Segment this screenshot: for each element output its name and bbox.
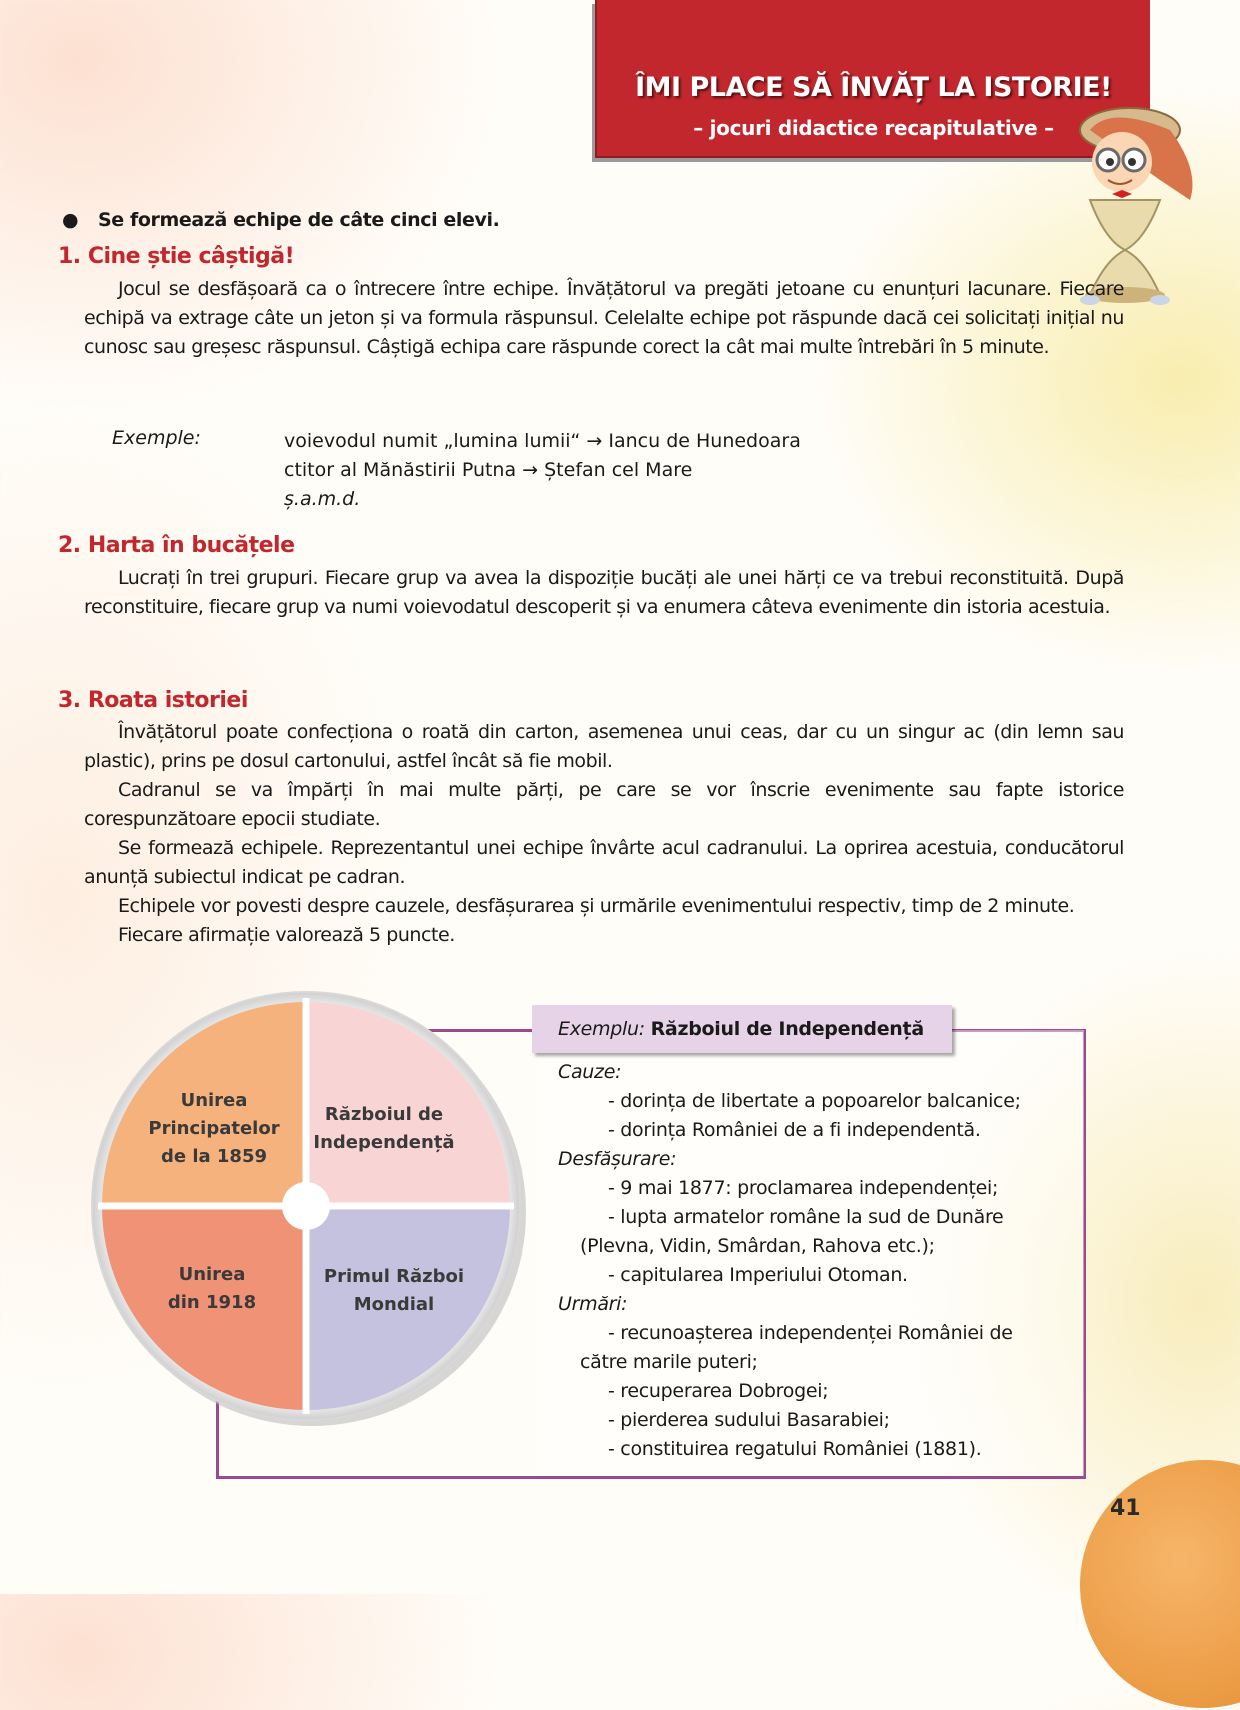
course-label: Desfășurare: [558, 1148, 677, 1170]
section3-text: Se formează echipele. Reprezentantul unei echipe învârte acul cadranului. La oprirea acestuia, conducătorul anunță subiectul indicat pe cadran. [84, 837, 1124, 888]
example-label: Exemplu: [558, 1018, 645, 1040]
section2-text: Lucrați în trei grupuri. Fiecare grup va avea la dispoziție bucăți ale unei hărți ce va trebui reconstituită. După reconstituire, fiecare grup va numi voievodatul descoperit și va enumera câteva evenimente din istoria acestuia. [84, 567, 1124, 618]
example-item: voievodul numit „lumina lumii“ → Iancu de Hunedoara [284, 430, 801, 452]
cause-item: - dorința de libertate a popoarelor balcanice; [608, 1090, 1021, 1112]
examples-label: Exemple: [112, 427, 201, 449]
section3-text: Echipele vor povesti despre cauzele, desfășurarea și urmările evenimentului respectiv, timp de 2 minute. [118, 895, 1075, 917]
wheel-label: Unirea [180, 1090, 248, 1111]
wheel-label: din 1918 [167, 1292, 257, 1313]
result-item: - constituirea regatului României (1881). [608, 1438, 982, 1460]
causes-label: Cauze: [558, 1061, 622, 1083]
course-item: - capitularea Imperiului Otoman. [608, 1264, 908, 1286]
wheel-label: de la 1859 [160, 1146, 268, 1167]
result-item: - recuperarea Dobrogei; [608, 1380, 829, 1402]
course-item: - 9 mai 1877: proclamarea independenței; [608, 1177, 999, 1199]
section3-text: Cadranul se va împărți în mai multe părți, pe care se vor înscrie evenimente sau fapte istorice corespunzătoare epocii studiate. [84, 779, 1124, 830]
wheel-label: Primul Război [323, 1266, 465, 1287]
wheel-label: Războiul de [324, 1104, 444, 1125]
page-subtitle: – jocuri didactice recapitulative – [693, 116, 1054, 140]
example-tab [532, 1005, 952, 1053]
example-body [558, 1058, 1073, 1464]
section3-text: Fiecare afirmație valorează 5 puncte. [118, 924, 455, 946]
wheel-center-hub [282, 1182, 330, 1230]
section3-paragraphs [84, 718, 1124, 950]
page-number: 41 [1110, 1496, 1141, 1521]
section2-paragraph [84, 564, 1124, 622]
section2-heading: 2. Harta în bucățele [58, 533, 295, 558]
page-corner-decoration [1080, 1460, 1240, 1710]
examples-list [284, 427, 801, 514]
wheel-label: Independență [313, 1132, 455, 1153]
result-item: - recunoașterea independenței României de [608, 1322, 1013, 1344]
section1-heading: 1. Cine știe câștigă! [58, 244, 295, 269]
bullet-icon: ● [62, 209, 79, 231]
intro-bullet-text: Se formează echipe de câte cinci elevi. [98, 209, 500, 231]
result-item: - pierderea sudului Basarabiei; [608, 1409, 890, 1431]
section3-text: Învățătorul poate confecționa o roată din carton, asemenea unui ceas, dar cu un singur ac (din lemn sau plastic), prins pe dosul cartonului, astfel încât să fie mobil. [84, 721, 1124, 772]
course-item: - lupta armatelor române la sud de Dunăre [608, 1206, 1004, 1228]
wheel-label: Principatelor [148, 1118, 280, 1139]
example-item: ș.a.m.d. [284, 488, 361, 510]
wheel-label: Mondial [353, 1294, 435, 1315]
section1-text: Jocul se desfășoară ca o întrecere între echipe. Învățătorul va pregăti jetoane cu enunțuri lacunare. Fiecare echipă va extrage câte un jeton și va formula răspunsul. Celelalte echipe pot răspunde dacă cei solicitați inițial nu cunosc sau greșesc răspunsul. Câștigă echipa care răspunde corect la cât mai multe întrebări în 5 minute. [84, 278, 1124, 358]
results-label: Urmări: [558, 1293, 628, 1315]
course-item-continued: (Plevna, Vidin, Smârdan, Rahova etc.); [580, 1235, 935, 1257]
cause-item: - dorința României de a fi independentă. [608, 1119, 981, 1141]
page-title: ÎMI PLACE SĂ ÎNVĂȚ LA ISTORIE! [635, 72, 1112, 103]
example-title: Războiul de Independență [650, 1018, 924, 1040]
section1-paragraph [84, 275, 1124, 362]
wheel-label: Unirea [178, 1264, 246, 1285]
history-wheel [90, 990, 530, 1430]
intro-bullet [62, 206, 499, 235]
example-item: ctitor al Mănăstirii Putna → Ștefan cel Mare [284, 459, 693, 481]
result-item-continued: către marile puteri; [580, 1351, 758, 1373]
section3-heading: 3. Roata istoriei [58, 688, 248, 713]
